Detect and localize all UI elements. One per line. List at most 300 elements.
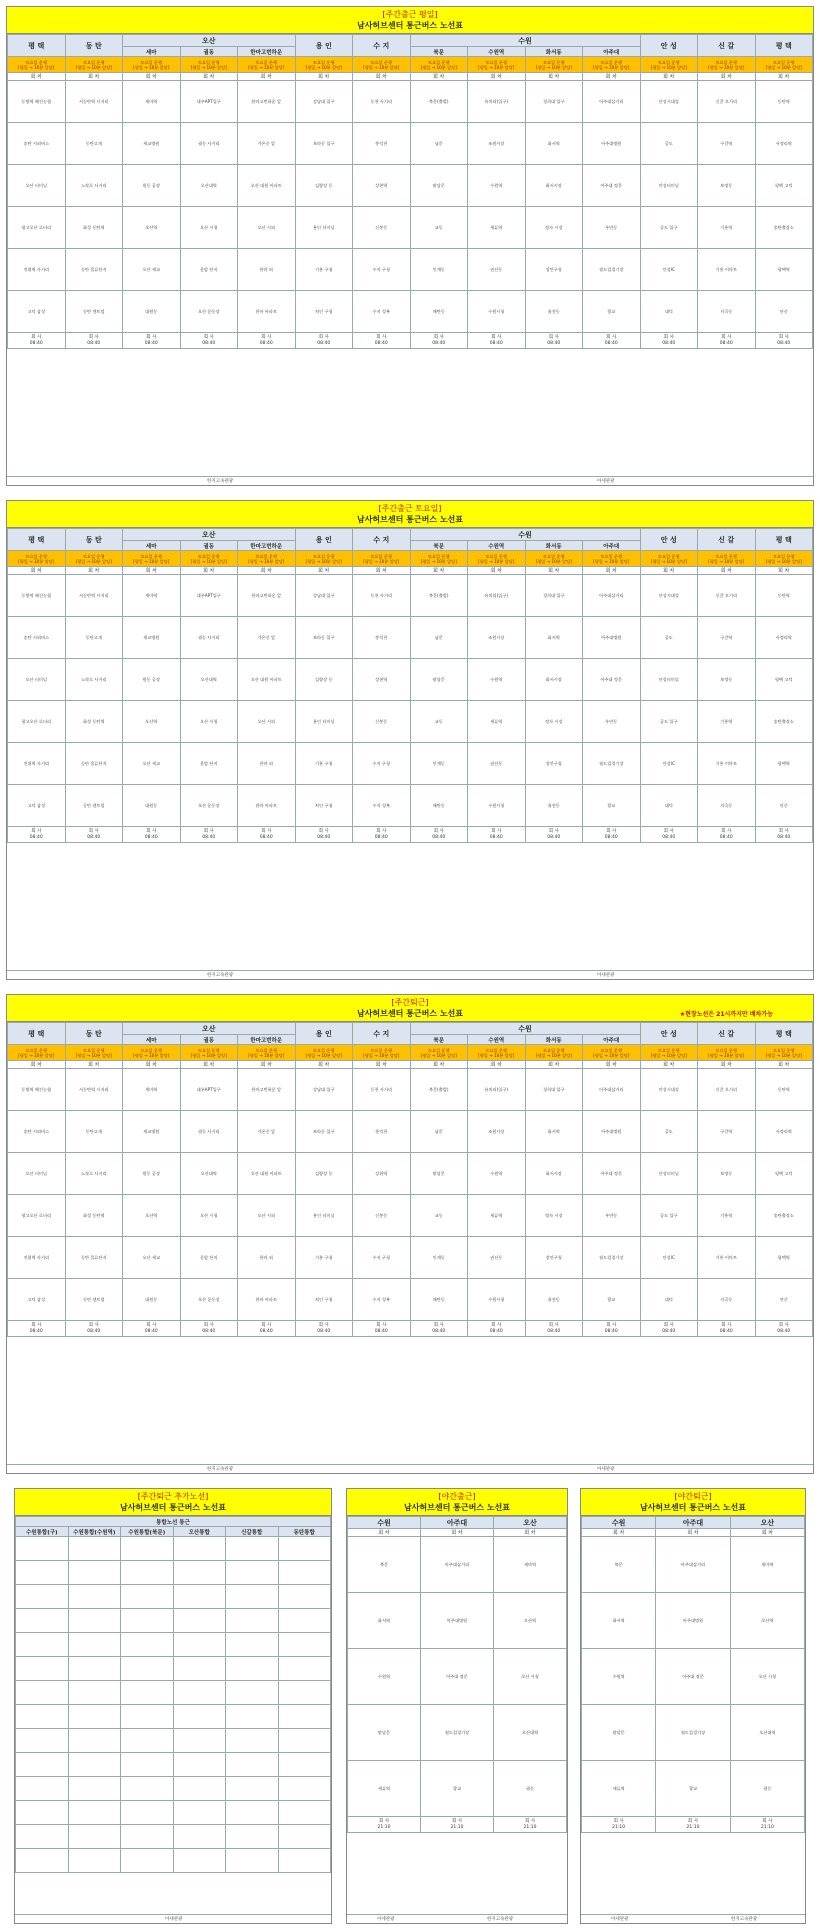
col-subheader: 한마고번하운 (238, 1035, 296, 1045)
col-header: 평 택 (8, 1023, 66, 1045)
stop-cell (121, 1729, 174, 1753)
depart-cell: 회 차 (353, 567, 411, 575)
stop-cell: 평고오산 로터리 (8, 1195, 66, 1237)
stop-cell: 아주대삼거리 (421, 1537, 494, 1593)
stop-cell: 아주대 정문 (421, 1649, 494, 1705)
table-row (16, 1825, 331, 1849)
stop-cell (226, 1585, 279, 1609)
stop-cell: 수지 구청 (353, 743, 411, 785)
stop-cell: 원동 공장 (123, 165, 181, 207)
col-header: 수원 (348, 1517, 421, 1529)
stop-cell: 오산 대원 아파트 (238, 165, 296, 207)
stop-cell: 아주대 정문 (583, 1153, 641, 1195)
stop-cell: 진위역 사거리 (8, 249, 66, 291)
stop-cell: 풍덕천 (353, 1111, 411, 1153)
arrive-time: 08:40 (29, 834, 43, 840)
arrive-label: 회 사 (88, 334, 99, 340)
stop-cell (278, 1585, 331, 1609)
stop-cell (16, 1849, 69, 1873)
col-header: 동 탄 (65, 35, 123, 57)
col-subheader: 북문 (410, 47, 468, 57)
arrive-label: 회 사 (613, 1818, 624, 1824)
stop-cell (278, 1561, 331, 1585)
overtime-sub: [평일 → 10분 앞당] (18, 558, 55, 564)
col-header: 오산 (730, 1517, 804, 1529)
stop-cell: 서동탄역 시지리 (65, 81, 123, 123)
overtime-sub: [평일 → 10분 앞당] (420, 1052, 457, 1058)
stop-cell: 월드컵경기장 (421, 1705, 494, 1761)
group-osan: 오산 (123, 35, 296, 47)
stop-cell: 화성 동탄역 (65, 207, 123, 249)
col-subheader: 수원역 (468, 541, 526, 551)
col-subheader: 한마고번하운 (238, 47, 296, 57)
arrive-cell (123, 827, 181, 843)
depart-cell: 회 차 (755, 1061, 813, 1069)
stop-cell: 월드컵경기장 (583, 743, 641, 785)
stop-cell: 지곡동 (698, 291, 756, 333)
stop-cell: 고덕 삼성 (8, 291, 66, 333)
night-in-title-b: 남사허브센터 통근버스 노선표 (403, 1503, 511, 1512)
arrive-label: 회 사 (146, 828, 157, 834)
table-row (8, 165, 813, 207)
overtime-sub: [평일 → 10분 앞당] (593, 1052, 630, 1058)
stop-cell: 화서역 (525, 1111, 583, 1153)
table-row (8, 617, 813, 659)
arrive-cell (353, 333, 411, 349)
stop-cell: 아주대 정문 (656, 1649, 730, 1705)
night-out-footer: 아세관광 한지고속관광 (581, 1914, 805, 1923)
arrive-time: 08:40 (374, 1328, 388, 1334)
arrive-label: 회 사 (261, 828, 272, 834)
table-row (16, 1705, 331, 1729)
stop-cell: 오산 시청 (180, 701, 238, 743)
stop-cell: 아주대삼거리 (656, 1537, 730, 1593)
overtime-label: 토요일 운행 (427, 553, 450, 559)
col-subheader: 화서동 (525, 47, 583, 57)
stop-cell: 동방역 해건농협 (8, 575, 66, 617)
stop-cell: 안성시대성 (640, 81, 698, 123)
arrive-cell (295, 827, 353, 843)
stop-cell: 동탄 물류단지 (65, 249, 123, 291)
overtime-label: 토요일 운행 (485, 553, 508, 559)
stop-cell: 대덕 (640, 1279, 698, 1321)
stop-cell: 노작로 사거리 (65, 165, 123, 207)
table-row (348, 1705, 567, 1761)
stop-cell (121, 1705, 174, 1729)
stop-cell (226, 1705, 279, 1729)
table-row (8, 1279, 813, 1321)
overtime-cell (123, 57, 181, 73)
overtime-label: 토요일 운행 (772, 1047, 795, 1053)
stop-cell (173, 1609, 226, 1633)
night-in-footer: 아세관광 한지고속관광 (347, 1914, 567, 1923)
depart-cell: 회 차 (640, 73, 698, 81)
arrive-label: 회 사 (203, 828, 214, 834)
arrive-label: 회 사 (606, 828, 617, 834)
stop-cell: 남문 (410, 123, 468, 165)
overtime-sub: [평일 → 10분 앞당] (708, 64, 745, 70)
overtime-label: 토요일 운행 (370, 553, 393, 559)
stop-cell: 공도 (640, 1111, 698, 1153)
stop-cell: 오산 터미널 (8, 165, 66, 207)
stop-cell: 오산 대원 아파트 (238, 1153, 296, 1195)
col-subheader: 아주대 (583, 541, 641, 551)
stop-cell: 김량장 동 (295, 1153, 353, 1195)
stop-cell: 강남대 입구 (295, 575, 353, 617)
table-row (16, 1585, 331, 1609)
arrive-time: 21:10 (760, 1824, 774, 1830)
overtime-cell (755, 1045, 813, 1061)
overtime-label: 토요일 운행 (82, 553, 105, 559)
col-subheader: 세마 (123, 47, 181, 57)
stop-cell (173, 1705, 226, 1729)
col-subheader: 화서동 (525, 1035, 583, 1045)
col-subheader: 아주대 (583, 1035, 641, 1045)
stop-cell (173, 1753, 226, 1777)
arrive-time: 08:40 (259, 1328, 273, 1334)
stop-cell: 북문(출발) (410, 81, 468, 123)
table-row (16, 1561, 331, 1585)
table-row (348, 1593, 567, 1649)
stop-cell: 기흥 구청 (295, 1237, 353, 1279)
depart-cell: 회 차 (180, 73, 238, 81)
stop-cell: 오산 터미널 (8, 659, 66, 701)
stop-cell: 보라동 입구 (295, 617, 353, 659)
arrive-cell (755, 1321, 813, 1337)
overtime-cell (468, 1045, 526, 1061)
stop-cell: 원동 공장 (123, 659, 181, 701)
col-subheader: 북문 (410, 541, 468, 551)
stop-cell: 남문 (410, 617, 468, 659)
overtime-sub: [평일 → 10분 앞당] (708, 1052, 745, 1058)
stop-cell (16, 1753, 69, 1777)
col-header: 수원통합(구) (16, 1527, 69, 1537)
stop-cell (16, 1825, 69, 1849)
col-header: 용 인 (295, 529, 353, 551)
depart-row (8, 73, 813, 81)
stop-cell: 신봉동 (353, 701, 411, 743)
saturday-title-b: 남사허브센터 통근버스 노선표 (356, 515, 464, 524)
stop-cell: 오산대역 (180, 1153, 238, 1195)
stop-cell: 아주대삼거리 (583, 1069, 641, 1111)
extra-title (15, 1489, 331, 1516)
overtime-sub: [평일 → 10분 앞당] (75, 64, 112, 70)
stop-cell: 화서시장 (525, 659, 583, 701)
arrive-time: 08:40 (87, 834, 101, 840)
table-row (582, 1761, 805, 1817)
arrive-time: 08:40 (87, 340, 101, 346)
stop-cell (68, 1705, 121, 1729)
stop-cell: 유치리(입구) (468, 81, 526, 123)
arrive-cell (525, 1321, 583, 1337)
stop-cell (278, 1777, 331, 1801)
table-row (8, 659, 813, 701)
stop-cell: 대우APT입구 (180, 1069, 238, 1111)
stop-cell (278, 1609, 331, 1633)
stop-cell: 수원시청 (468, 785, 526, 827)
night-in-table (347, 1516, 567, 1833)
depart-cell: 회 차 (238, 73, 296, 81)
stop-cell: 북문(출발) (410, 575, 468, 617)
stop-cell: 서동탄역 시지리 (65, 575, 123, 617)
stop-cell: 수지 구청 (353, 249, 411, 291)
arrive-cell (730, 1817, 804, 1833)
stop-cell: 아주대 정문 (583, 659, 641, 701)
stop-cell: 한마 아파트 (238, 291, 296, 333)
arrive-time: 08:40 (432, 834, 446, 840)
night-in-sheet (346, 1488, 568, 1924)
stop-cell: 화서역 (348, 1593, 421, 1649)
table-row (582, 1705, 805, 1761)
arrive-label: 회 사 (146, 334, 157, 340)
stop-cell: 구갈역 (698, 1111, 756, 1153)
stop-cell: 아주대삼거리 (583, 575, 641, 617)
stop-cell: 인계동 (410, 249, 468, 291)
depart-cell: 회 차 (698, 567, 756, 575)
overtime-cell (755, 57, 813, 73)
table-row (16, 1537, 331, 1561)
arrive-cell (348, 1817, 421, 1833)
arrive-cell (65, 1321, 123, 1337)
stop-cell: 화서역 (525, 123, 583, 165)
stop-cell: 안성IC (640, 743, 698, 785)
overtime-cell (123, 551, 181, 567)
arrive-cell (353, 827, 411, 843)
overtime-cell (410, 1045, 468, 1061)
stop-cell (16, 1801, 69, 1825)
col-subheader: 화서동 (525, 541, 583, 551)
overtime-cell (8, 551, 66, 567)
arrive-label: 회 사 (376, 1322, 387, 1328)
stop-cell: 오산 시청 (180, 207, 238, 249)
stop-cell: 오산 시청 (180, 1195, 238, 1237)
overtime-label: 토요일 운행 (197, 1047, 220, 1053)
arrive-cell (123, 1321, 181, 1337)
col-header: 안 성 (640, 35, 698, 57)
stop-cell: 공도 입구 (640, 701, 698, 743)
overtime-cell (583, 57, 641, 73)
table-row (8, 1111, 813, 1153)
stop-cell: 세마역 (730, 1537, 804, 1593)
depart-cell: 회 차 (410, 567, 468, 575)
stop-cell: 운암 단지 (180, 743, 238, 785)
depart-cell: 회 차 (640, 1061, 698, 1069)
stop-cell: 오산 세교 (123, 743, 181, 785)
depart-cell: 회 차 (698, 1061, 756, 1069)
commute-out-footer: 한지고속관광 아세관광 (7, 1464, 813, 1473)
stop-cell (226, 1681, 279, 1705)
stop-cell (68, 1825, 121, 1849)
arrive-time: 08:40 (374, 340, 388, 346)
arrive-time: 08:40 (317, 1328, 331, 1334)
overtime-sub: [평일 → 10분 앞당] (420, 558, 457, 564)
overtime-row (8, 57, 813, 73)
night-out-title-a: [야간퇴근] (674, 1492, 712, 1501)
arrive-time: 08:40 (317, 834, 331, 840)
depart-cell: 회 차 (730, 1529, 804, 1537)
overtime-label: 토요일 운행 (197, 553, 220, 559)
stop-cell: 안성시대성 (640, 1069, 698, 1111)
stop-cell (173, 1801, 226, 1825)
arrive-time: 21:10 (686, 1824, 700, 1830)
saturday-title-a: [주간출근 토요일] (378, 504, 442, 513)
stop-cell (226, 1657, 279, 1681)
depart-cell: 회 차 (123, 1061, 181, 1069)
overtime-sub: [평일 → 10분 앞당] (765, 1052, 802, 1058)
stop-cell: 장안구청 (525, 1237, 583, 1279)
stop-cell: 서동탄역 시지리 (65, 1069, 123, 1111)
col-header: 신갈통합 (226, 1527, 279, 1537)
arrive-label: 회 사 (548, 1322, 559, 1328)
stop-cell: 안성IC (640, 1237, 698, 1279)
stop-cell: 궐동 (494, 1761, 567, 1817)
arrive-cell (421, 1817, 494, 1833)
arrive-cell (238, 1321, 296, 1337)
stop-cell: 구갈역 (698, 617, 756, 659)
stop-cell (226, 1753, 279, 1777)
col-header: 안 성 (640, 1023, 698, 1045)
stop-cell: 송탄 시외버스 (8, 123, 66, 165)
stop-cell: 안중 (755, 1279, 813, 1321)
col-header: 수원통합(수원역) (68, 1527, 121, 1537)
stop-cell: 조원시장 (468, 1111, 526, 1153)
weekday-table (7, 34, 813, 349)
stop-cell: 아주대삼거리 (583, 81, 641, 123)
stop-cell: 오산 대원 아파트 (238, 659, 296, 701)
stop-cell: 아주대병원 (656, 1593, 730, 1649)
arrive-label: 회 사 (524, 1818, 536, 1824)
stop-cell: 세류역 (468, 1195, 526, 1237)
stop-cell: 광교 (421, 1761, 494, 1817)
depart-cell: 회 차 (180, 1061, 238, 1069)
table-row (16, 1729, 331, 1753)
stop-cell: 아주대병원 (583, 123, 641, 165)
night-out-title-b: 남사허브센터 통근버스 노선표 (639, 1503, 747, 1512)
stop-cell: 팔달문 (348, 1705, 421, 1761)
depart-cell: 회 차 (8, 1061, 66, 1069)
arrive-time: 08:40 (489, 834, 503, 840)
stop-cell: 율전동 (525, 291, 583, 333)
stop-cell (121, 1681, 174, 1705)
stop-cell: 교동 (410, 1195, 468, 1237)
overtime-sub: [평일 → 10분 앞당] (478, 64, 515, 70)
stop-cell: 보라동 입구 (295, 1111, 353, 1153)
stop-cell: 수원역 (468, 659, 526, 701)
overtime-sub: [평일 → 10분 앞당] (75, 558, 112, 564)
arrive-cell (123, 333, 181, 349)
overtime-cell (640, 551, 698, 567)
stop-cell: 노작로 사거리 (65, 1153, 123, 1195)
weekday-footer: 한지고속관광 아세관광 (7, 476, 813, 485)
depart-cell: 회 차 (421, 1529, 494, 1537)
stop-cell: 평택역 (755, 1237, 813, 1279)
table-row (16, 1681, 331, 1705)
overtime-cell (295, 1045, 353, 1061)
stop-cell: 처인 구청 (295, 291, 353, 333)
depart-cell: 회 차 (583, 567, 641, 575)
stop-cell: 고덕 삼성 (8, 785, 66, 827)
arrive-time: 08:40 (317, 340, 331, 346)
arrive-time: 08:40 (604, 340, 618, 346)
overtime-sub: [평일 → 10분 앞당] (305, 64, 342, 70)
overtime-label: 토요일 운행 (82, 1047, 105, 1053)
depart-cell: 회 차 (640, 567, 698, 575)
table-row (8, 743, 813, 785)
table-row (582, 1649, 805, 1705)
stop-cell (173, 1561, 226, 1585)
stop-cell: 율전동 (525, 1279, 583, 1321)
stop-cell: 한마고번하운 앞 (238, 81, 296, 123)
stop-cell: 오산 운동장 (180, 291, 238, 333)
stop-cell: 북문 (348, 1537, 421, 1593)
stop-cell: 보라동 입구 (295, 123, 353, 165)
stop-cell: 기흥 이마트 (698, 249, 756, 291)
stop-cell: 김량장 동 (295, 659, 353, 701)
col-header: 수원통합(북문) (121, 1527, 174, 1537)
table-row (16, 1849, 331, 1873)
stop-cell (173, 1825, 226, 1849)
stop-cell: 가온중 앞 (238, 123, 296, 165)
overtime-cell (65, 57, 123, 73)
arrive-label: 회 사 (451, 1818, 463, 1824)
arrive-label: 회 사 (606, 334, 617, 340)
stop-cell: 인계동 (410, 743, 468, 785)
stop-cell: 송탄출장소 (755, 207, 813, 249)
stop-cell: 오산 운동장 (180, 785, 238, 827)
depart-row (8, 1061, 813, 1069)
arrive-time: 08:40 (29, 1328, 43, 1334)
stop-cell: 월드컵경기장 (583, 1237, 641, 1279)
col-subheader: 북문 (410, 1035, 468, 1045)
depart-cell: 회 차 (353, 73, 411, 81)
overtime-sub: [평일 → 10분 앞당] (478, 558, 515, 564)
arrive-label: 회 사 (663, 334, 674, 340)
overtime-label: 토요일 운행 (140, 59, 163, 65)
stop-cell (173, 1777, 226, 1801)
table-row (8, 1069, 813, 1111)
stop-cell (121, 1561, 174, 1585)
overtime-cell (238, 551, 296, 567)
col-subheader: 한마고번하운 (238, 541, 296, 551)
stop-cell: 평택 고덕 (755, 659, 813, 701)
header-row (582, 1517, 805, 1529)
depart-cell: 회 차 (525, 567, 583, 575)
stop-cell: 가온중 앞 (238, 1111, 296, 1153)
stop-cell: 기흥역 (698, 207, 756, 249)
weekday-title-b: 남사허브센터 통근버스 노선표 (356, 21, 464, 30)
stop-cell: 월드컵경기장 (583, 249, 641, 291)
arrive-cell (656, 1817, 730, 1833)
stop-cell: 세교병원 (123, 617, 181, 659)
overtime-row (8, 1045, 813, 1061)
stop-cell: 오산 시청 (494, 1649, 567, 1705)
overtime-label: 토요일 운행 (600, 59, 623, 65)
arrive-time: 08:40 (374, 834, 388, 840)
night-out-sheet (580, 1488, 806, 1924)
stop-cell: 오산 시청 (730, 1649, 804, 1705)
overtime-sub: [평일 → 10분 앞당] (420, 64, 457, 70)
depart-cell: 회 차 (65, 1061, 123, 1069)
depart-cell: 회 차 (123, 73, 181, 81)
overtime-sub: [평일 → 10분 앞당] (248, 1052, 285, 1058)
header-row (8, 35, 813, 47)
stop-cell: 오산역 (123, 1195, 181, 1237)
stop-cell (121, 1753, 174, 1777)
stop-cell: 수원역 (582, 1649, 656, 1705)
stop-cell (16, 1657, 69, 1681)
stop-cell (278, 1633, 331, 1657)
arrive-cell (640, 827, 698, 843)
